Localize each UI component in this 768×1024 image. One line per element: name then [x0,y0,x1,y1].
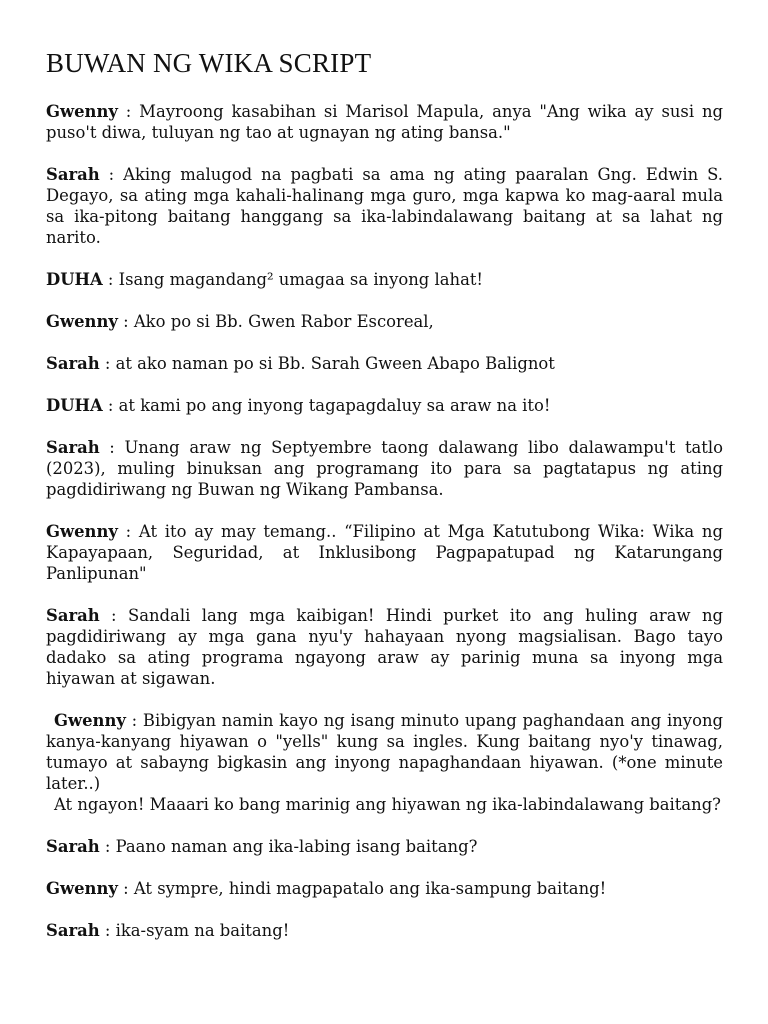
document-title: BUWAN NG WIKA SCRIPT [46,48,372,78]
dialogue-text: : Sandali lang mga kaibigan! Hindi purket ito ang huling araw ng pagdidiriwang ay mga gana nyu'y hahayaan nyong magsialisan. Bago tayo dadako sa ating programa ngayong araw ay parinig muna sa inyong mga hiyawan at sigawan. [46,606,723,688]
dialogue-line [46,353,723,374]
dialogue-line [46,101,723,143]
speaker-name: Sarah [46,921,100,940]
speaker-name: Sarah [46,354,100,373]
dialogue-text: : At ito ay may temang.. “Filipino at Mga Katutubong Wika: Wika ng Kapayapaan, Seguridad, at Inklusibong Pagpapatupad ng Katarungang Panlipunan" [46,522,723,583]
speaker-name: DUHA [46,270,103,289]
dialogue-line [46,311,723,332]
speaker-name: DUHA [46,396,103,415]
dialogue-text: : Bibigyan namin kayo ng isang minuto upang paghandaan ang inyong kanya-kanyang hiyawan o "yells" kung sa ingles. Kung baitang nyo'y tinawag, tumayo at sabayng bigkasin ang inyong napaghandaan hiyawan. (*one minute later..) [46,711,723,793]
dialogue-text: : Paano naman ang ika-labing isang baitang? [99,837,478,856]
dialogue-line [46,395,723,416]
indent-space [46,711,54,730]
speaker-name: Gwenny [46,522,118,541]
dialogue-text: : Unang araw ng Septyembre taong dalawang libo dalawampu't tatlo (2023), muling binuksan ang programang ito para sa pagtatapus ng ating pagdidiriwang ng Buwan ng Wikang Pambansa. [46,438,723,499]
dialogue-text: : at ako naman po si Bb. Sarah Gween Abapo Balignot [99,354,555,373]
dialogue-line [46,605,723,689]
dialogue-text: : Aking malugod na pagbati sa ama ng ating paaralan Gng. Edwin S. Degayo, sa ating mga kahali-halinang mga guro, mga kapwa ko mag-aaral mula sa ika-pitong baitang hanggang sa ika-labindalawang baitang at sa lahat ng narito. [46,165,723,247]
dialogue-text: : at kami po ang inyong tagapagdaluy sa araw na ito! [102,396,551,415]
speaker-name: Gwenny [46,312,118,331]
dialogue-text: : Isang magandang² umagaa sa inyong lahat! [102,270,484,289]
speaker-name: Sarah [46,438,100,457]
dialogue-line [46,878,723,899]
dialogue-line [46,437,723,500]
speaker-name: Gwenny [54,711,126,730]
dialogue-text: : ika-syam na baitang! [99,921,290,940]
dialogue-line-gwenny-yells [46,710,723,815]
dialogue-followup-text: At ngayon! Maaari ko bang marinig ang hiyawan ng ika-labindalawang baitang? [54,795,721,814]
dialogue-text: : Mayroong kasabihan si Marisol Mapula, anya "Ang wika ay susi ng puso't diwa, tuluyan ng tao at ugnayan ng ating bansa." [46,102,723,142]
script-page [46,46,723,962]
speaker-name: Sarah [46,165,100,184]
dialogue-line [46,836,723,857]
dialogue-text: : At sympre, hindi magpapatalo ang ika-sampung baitang! [117,879,607,898]
dialogue-line [46,269,723,290]
dialogue-line [46,164,723,248]
dialogue-line [46,521,723,584]
speaker-name: Sarah [46,606,100,625]
speaker-name: Gwenny [46,879,118,898]
speaker-name: Sarah [46,837,100,856]
dialogue-text: : Ako po si Bb. Gwen Rabor Escoreal, [117,312,434,331]
dialogue-line [46,920,723,941]
speaker-name: Gwenny [46,102,118,121]
